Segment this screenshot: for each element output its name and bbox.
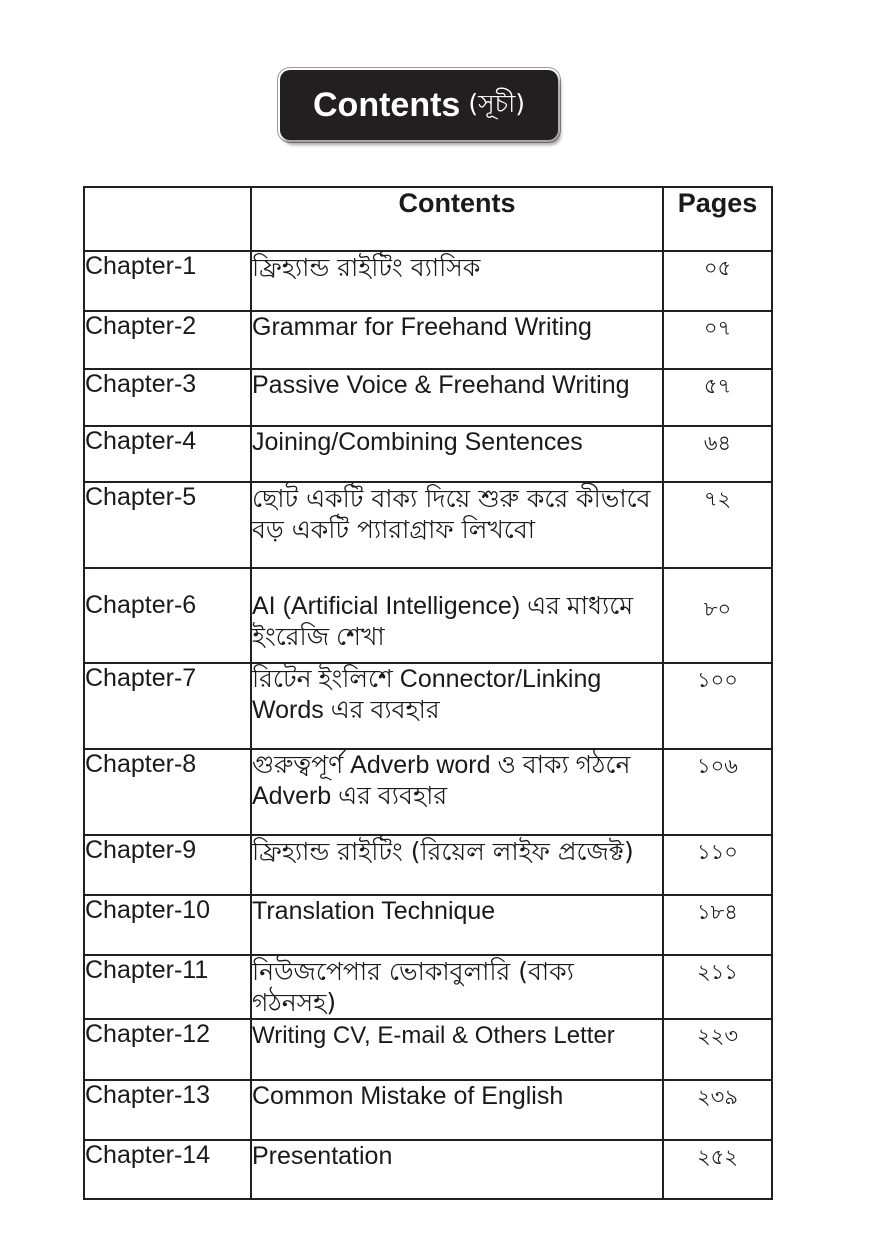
- page-number: ১৮৪: [663, 895, 772, 955]
- chapter-title: Passive Voice & Freehand Writing: [251, 369, 663, 426]
- header-contents: Contents: [251, 187, 663, 251]
- page-number: ০৭: [663, 311, 772, 369]
- table-header-row: [84, 187, 772, 251]
- table-row: [84, 895, 772, 955]
- table-row: [84, 1019, 772, 1080]
- chapter-title: AI (Artificial Intelligence) এর মাধ্যমে ইংরেজি শেখা: [251, 568, 663, 663]
- table-row: [84, 369, 772, 426]
- page-number: ১১০: [663, 835, 772, 895]
- chapter-label: Chapter-9: [84, 835, 251, 895]
- header-pages: Pages: [663, 187, 772, 251]
- page-title-bengali: (সূচী): [468, 88, 525, 118]
- chapter-title: Grammar for Freehand Writing: [251, 311, 663, 369]
- page-number: ৬৪: [663, 426, 772, 482]
- page-number: ২১১: [663, 955, 772, 1019]
- page-number: ০৫: [663, 251, 772, 311]
- contents-table: [83, 186, 773, 1200]
- page-number: ২৫২: [663, 1140, 772, 1199]
- table-row: [84, 568, 772, 663]
- table-row: [84, 749, 772, 835]
- table-row: [84, 1140, 772, 1199]
- chapter-title: নিউজপেপার ভোকাবুলারি (বাক্য গঠনসহ): [251, 955, 663, 1019]
- page-number: ১০০: [663, 663, 772, 749]
- chapter-label: Chapter-3: [84, 369, 251, 426]
- chapter-label: Chapter-4: [84, 426, 251, 482]
- page-number: ২২৩: [663, 1019, 772, 1080]
- chapter-label: Chapter-7: [84, 663, 251, 749]
- chapter-title: Common Mistake of English: [251, 1080, 663, 1140]
- chapter-label: Chapter-1: [84, 251, 251, 311]
- page-title: Contents: [313, 85, 461, 124]
- chapter-title: ফ্রিহ্যান্ড রাইটিং ব্যাসিক: [251, 251, 663, 311]
- chapter-title: ছোট একটি বাক্য দিয়ে শুরু করে কীভাবে বড় একটি প্যারাগ্রাফ লিখবো: [251, 482, 663, 568]
- chapter-title: Presentation: [251, 1140, 663, 1199]
- chapter-label: Chapter-14: [84, 1140, 251, 1199]
- page-number: ৫৭: [663, 369, 772, 426]
- chapter-label: Chapter-8: [84, 749, 251, 835]
- page-number: ১০৬: [663, 749, 772, 835]
- contents-title-box: [280, 70, 558, 140]
- chapter-title: Joining/Combining Sentences: [251, 426, 663, 482]
- header-chapter: [84, 187, 251, 251]
- table-row: [84, 835, 772, 895]
- table-row: [84, 955, 772, 1019]
- chapter-label: Chapter-10: [84, 895, 251, 955]
- chapter-title: গুরুত্বপূর্ণ Adverb word ও বাক্য গঠনে Adverb এর ব্যবহার: [251, 749, 663, 835]
- table-row: [84, 311, 772, 369]
- table-row: [84, 663, 772, 749]
- chapter-title: Writing CV, E-mail & Others Letter: [251, 1019, 663, 1080]
- page-number: ২৩৯: [663, 1080, 772, 1140]
- table-row: [84, 482, 772, 568]
- chapter-label: Chapter-12: [84, 1019, 251, 1080]
- chapter-label: Chapter-6: [84, 568, 251, 663]
- table-row: [84, 251, 772, 311]
- page-number: ৭২: [663, 482, 772, 568]
- chapter-title: রিটেন ইংলিশে Connector/Linking Words এর ব্যবহার: [251, 663, 663, 749]
- table-row: [84, 1080, 772, 1140]
- chapter-label: Chapter-5: [84, 482, 251, 568]
- page-number: ৮০: [663, 568, 772, 663]
- chapter-label: Chapter-2: [84, 311, 251, 369]
- chapter-label: Chapter-13: [84, 1080, 251, 1140]
- table-row: [84, 426, 772, 482]
- chapter-label: Chapter-11: [84, 955, 251, 1019]
- chapter-title: ফ্রিহ্যান্ড রাইটিং (রিয়েল লাইফ প্রজেক্ট): [251, 835, 663, 895]
- chapter-title: Translation Technique: [251, 895, 663, 955]
